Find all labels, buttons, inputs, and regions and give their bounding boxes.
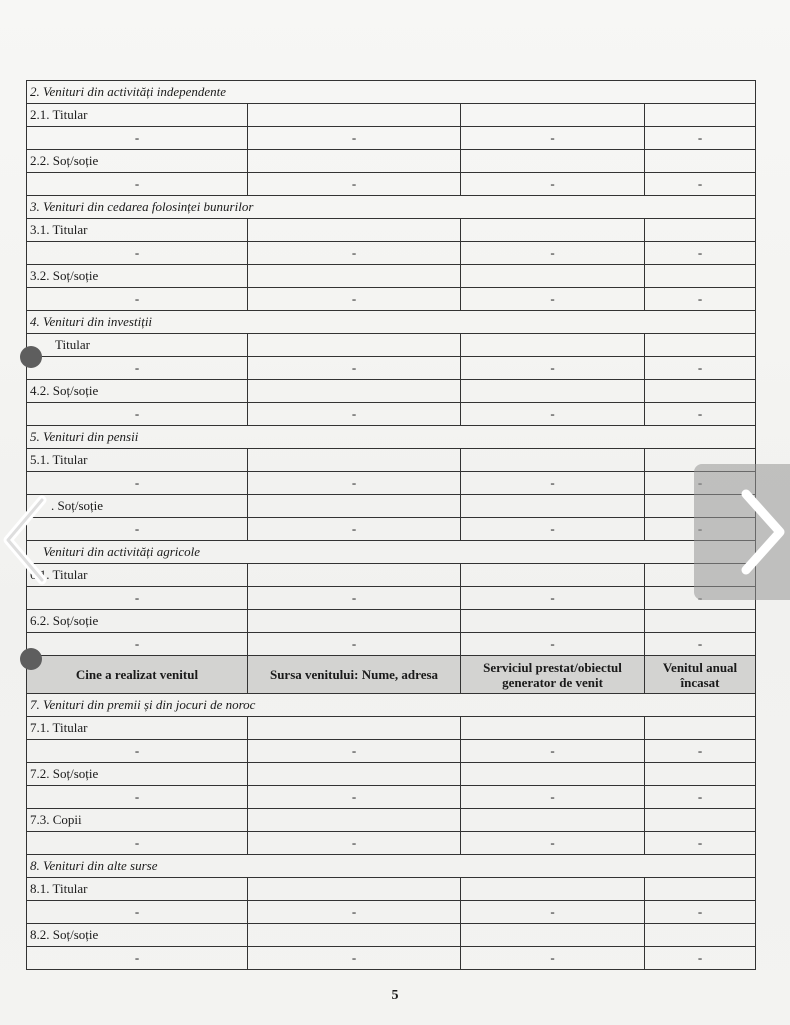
table-row: - - - bbox=[27, 587, 756, 610]
row-label: Titular bbox=[27, 334, 248, 357]
table-row bbox=[27, 265, 756, 288]
section-title: 8. Venituri din alte surse bbox=[27, 855, 756, 878]
column-header-row bbox=[27, 656, 756, 694]
table-row bbox=[27, 104, 756, 127]
table-row: - - - - bbox=[27, 633, 756, 656]
table-row: - - - - bbox=[27, 786, 756, 809]
table-row bbox=[27, 878, 756, 901]
row-label: 5.1. Titular bbox=[27, 449, 248, 472]
table-row bbox=[27, 380, 756, 403]
row-label: 3.1. Titular bbox=[27, 219, 248, 242]
table-row: - - - - bbox=[27, 901, 756, 924]
table-row bbox=[27, 334, 756, 357]
table-row bbox=[27, 449, 756, 472]
section-title: Venituri din activități agricole bbox=[27, 541, 756, 564]
punch-hole-mark bbox=[20, 346, 42, 368]
row-label: 2.1. Titular bbox=[27, 104, 248, 127]
row-label: 3.2. Soț/soție bbox=[27, 265, 248, 288]
table-row bbox=[27, 717, 756, 740]
table-row bbox=[27, 924, 756, 947]
previous-page-button[interactable] bbox=[0, 492, 54, 588]
table-row: - - - bbox=[27, 472, 756, 495]
table-row: - - - - bbox=[27, 832, 756, 855]
section-title: 4. Venituri din investiții bbox=[27, 311, 756, 334]
table-row bbox=[27, 564, 756, 587]
header-annual-income: Venitul anual încasat bbox=[645, 656, 756, 694]
next-page-button[interactable] bbox=[694, 464, 790, 600]
table-row bbox=[27, 150, 756, 173]
table-row: - - - - bbox=[27, 173, 756, 196]
row-label: 6.1. Titular bbox=[27, 564, 248, 587]
table-row: - - - - bbox=[27, 740, 756, 763]
row-label: 4.2. Soț/soție bbox=[27, 380, 248, 403]
table-row: - - - bbox=[27, 518, 756, 541]
row-label: 7.3. Copii bbox=[27, 809, 248, 832]
table-row: - - - - bbox=[27, 288, 756, 311]
section-title: 5. Venituri din pensii bbox=[27, 426, 756, 449]
table-row: - - - - bbox=[27, 242, 756, 265]
row-label: 2.2. Soț/soție bbox=[27, 150, 248, 173]
section-title: 2. Venituri din activități independente bbox=[27, 81, 756, 104]
punch-hole-mark bbox=[20, 648, 42, 670]
header-who: Cine a realizat venitul bbox=[27, 656, 248, 694]
row-label: 7.1. Titular bbox=[27, 717, 248, 740]
table-row bbox=[27, 610, 756, 633]
header-service: Serviciul prestat/obiectul generator de venit bbox=[461, 656, 645, 694]
table-row: - - - - bbox=[27, 127, 756, 150]
table-row: - - - - bbox=[27, 947, 756, 970]
table-row bbox=[27, 763, 756, 786]
chevron-left-icon bbox=[0, 492, 54, 588]
row-label: 7.2. Soț/soție bbox=[27, 763, 248, 786]
section-title: 3. Venituri din cedarea folosinței bunurilor bbox=[27, 196, 756, 219]
header-source: Sursa venitului: Nume, adresa bbox=[248, 656, 461, 694]
table-row bbox=[27, 219, 756, 242]
table-row: - - - - bbox=[27, 357, 756, 380]
row-label: 8.1. Titular bbox=[27, 878, 248, 901]
section-title: 7. Venituri din premii și din jocuri de noroc bbox=[27, 694, 756, 717]
table-row bbox=[27, 495, 756, 518]
table-row: - - - - bbox=[27, 403, 756, 426]
row-label: . Soț/soție bbox=[27, 495, 248, 518]
chevron-right-icon bbox=[694, 464, 790, 600]
table-row bbox=[27, 809, 756, 832]
row-label: 6.2. Soț/soție bbox=[27, 610, 248, 633]
income-declaration-table bbox=[26, 80, 756, 970]
page-number: 5 bbox=[391, 988, 399, 1003]
row-label: 8.2. Soț/soție bbox=[27, 924, 248, 947]
